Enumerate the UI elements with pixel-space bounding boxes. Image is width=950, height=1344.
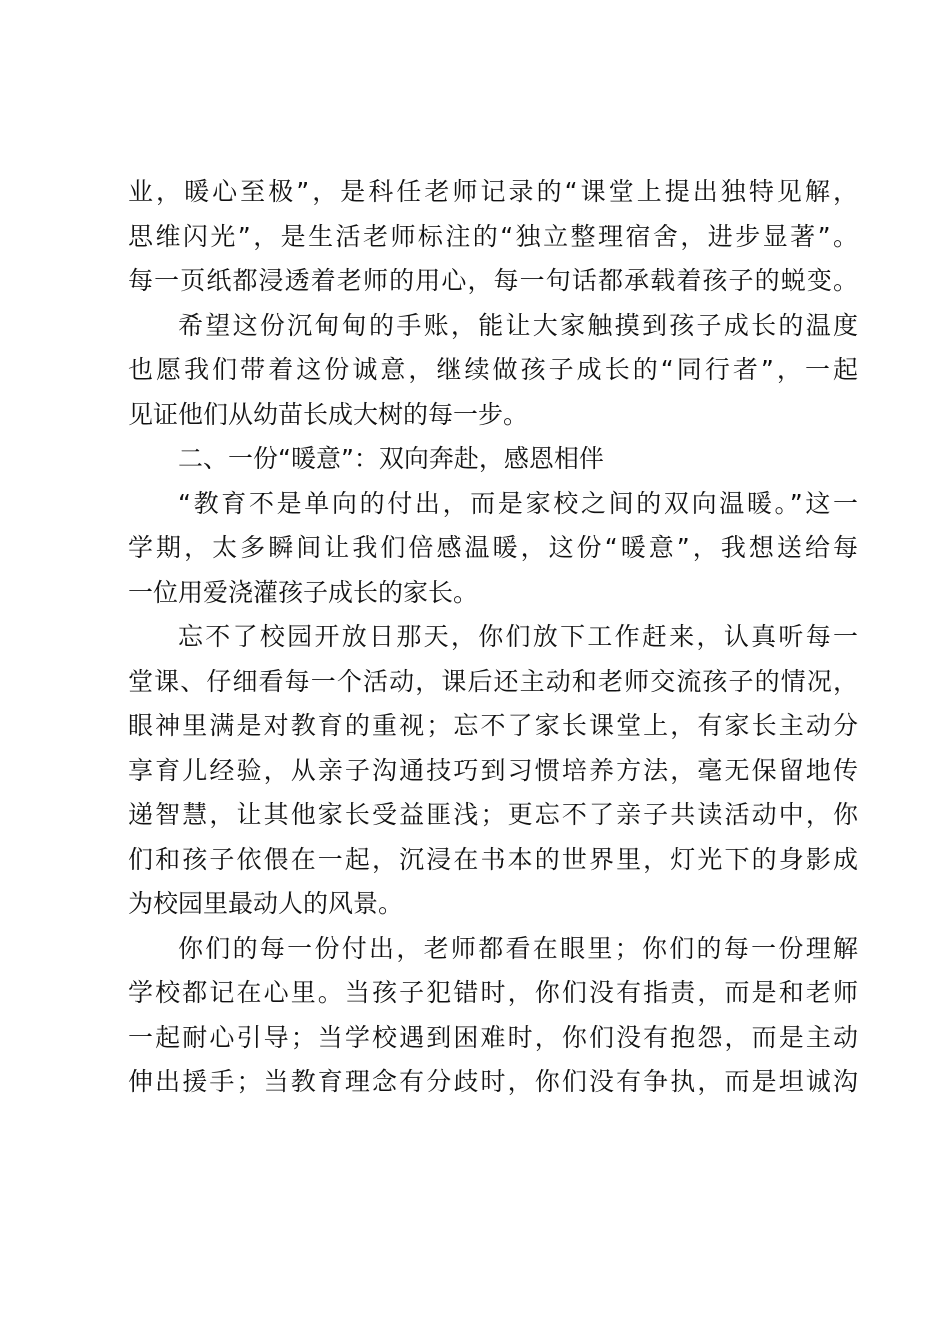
text-line: 为校园里最动人的风景。 bbox=[128, 889, 404, 918]
text-line: 堂课、仔细看每一个活动，课后还主动和老师交流孩子的情况， bbox=[128, 666, 858, 696]
text-line: 递智慧，让其他家长受益匪浅；更忘不了亲子共读活动中，你 bbox=[128, 800, 858, 829]
text-line: 一位用爱浇灌孩子成长的家长。 bbox=[128, 577, 479, 607]
text-line: 享育儿经验，从亲子沟通技巧到习惯培养方法，毫无保留地传 bbox=[128, 755, 858, 785]
text-line: 们和孩子依偎在一起，沉浸在书本的世界里，灯光下的身影成 bbox=[128, 844, 858, 874]
text-line: 每一页纸都浸透着老师的用心，每一句话都承载着孩子的蜕变。 bbox=[128, 266, 858, 295]
body-text bbox=[128, 170, 858, 1105]
text-line: 学校都记在心里。当孩子犯错时，你们没有指责，而是和老师 bbox=[128, 978, 858, 1007]
text-line: 一起耐心引导；当学校遇到困难时，你们没有抱怨，而是主动 bbox=[128, 1022, 858, 1052]
text-line: 业，暖心至极”，是科任老师记录的“课堂上提出独特见解， bbox=[128, 177, 858, 206]
text-line: 见证他们从幼苗长成大树的每一步。 bbox=[128, 399, 529, 429]
text-line: 伸出援手；当教育理念有分歧时，你们没有争执，而是坦诚沟 bbox=[128, 1067, 858, 1096]
text-line: 学期，太多瞬间让我们倍感温暖，这份“暖意”，我想送给每 bbox=[128, 533, 858, 562]
text-line: 思维闪光”，是生活老师标注的“独立整理宿舍，进步显著”。 bbox=[128, 221, 858, 251]
text-line: 也愿我们带着这份诚意，继续做孩子成长的“同行者”，一起 bbox=[128, 355, 858, 384]
text-line: “教育不是单向的付出，而是家校之间的双向温暖。”这一 bbox=[178, 488, 858, 518]
text-line: 你们的每一份付出，老师都看在眼里；你们的每一份理解 bbox=[178, 933, 858, 963]
text-line: 希望这份沉甸甸的手账，能让大家触摸到孩子成长的温度 bbox=[178, 310, 858, 340]
text-line: 忘不了校园开放日那天，你们放下工作赶来，认真听每一 bbox=[178, 622, 858, 651]
text-line: 眼神里满是对教育的重视；忘不了家长课堂上，有家长主动分 bbox=[128, 711, 858, 740]
section-heading: 二、一份“暖意”：双向奔赴，感恩相伴 bbox=[178, 444, 604, 473]
